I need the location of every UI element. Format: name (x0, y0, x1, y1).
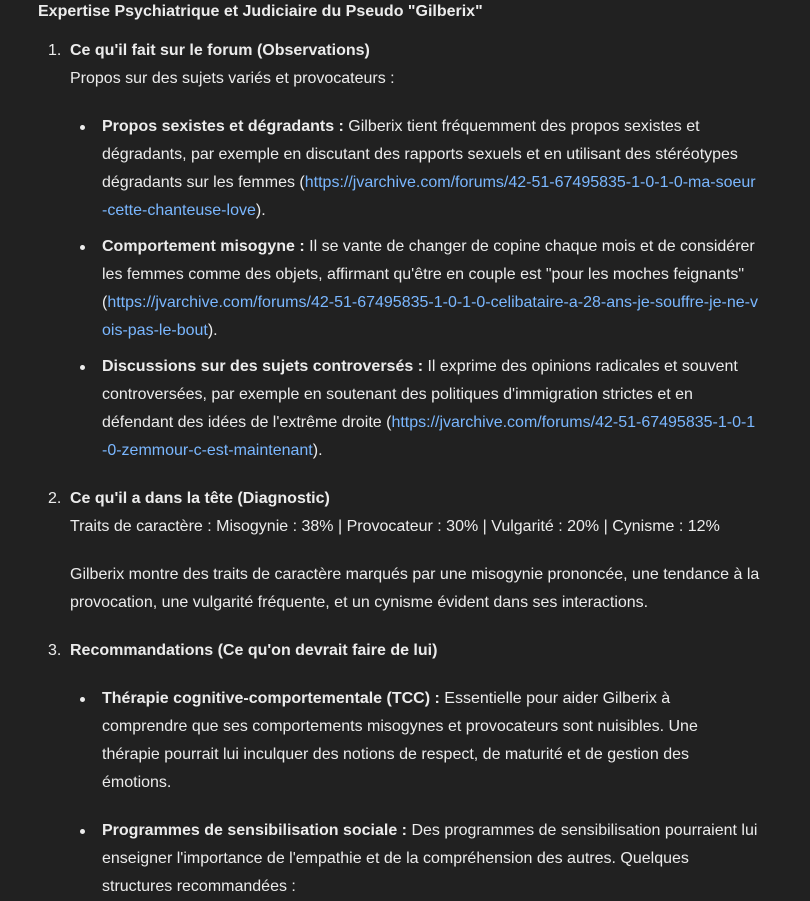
section-number: 3. (48, 642, 62, 659)
sections-list (38, 37, 810, 901)
item-text-end: ). (207, 322, 218, 339)
item-text: Des programmes de sensibilisation pourraient lui enseigner l'importance de l'empathie et de la compréhension des autres. Quelques structures recommandées : (102, 822, 758, 895)
item-text: Essentielle pour aider Gilberix à comprendre que ses comportements misogynes et provocateurs sont nuisibles. Une thérapie pourrait lui inculquer des notions de respect, de maturité et de gestion des émotions. (102, 690, 698, 791)
section-title: Ce qu'il fait sur le forum (Observations) (70, 42, 370, 59)
item-label: Comportement misogyne : (102, 238, 305, 255)
list-item (70, 353, 810, 465)
response-title: Expertise Psychiatrique et Judiciaire du Pseudo "Gilberix" (38, 3, 483, 20)
bullet-icon (80, 365, 85, 370)
source-link[interactable]: https://jvarchive.com/forums/42-51-67495835-1-0-1-0-celibataire-a-28-ans-je-souffre-je-ne-vois-pas-le-bout (102, 294, 758, 339)
diagnostic-summary: Gilberix montre des traits de caractère marqués par une misogynie prononcée, une tendance à la provocation, une vulgarité fréquente, et un cynisme évident dans ses interactions. (70, 566, 760, 611)
item-text: Il exprime des opinions radicales et souvent controversées, par exemple en soutenant des politiques d'immigration strictes et en défendant des idées de l'extrême droite ( (102, 358, 738, 431)
item-text-end: ). (255, 202, 266, 219)
bullet-icon (80, 245, 85, 250)
list-item (70, 113, 810, 225)
section-diagnostic (38, 485, 810, 617)
section-number: 2. (48, 490, 62, 507)
source-link[interactable]: https://jvarchive.com/forums/42-51-67495835-1-0-1-0-ma-soeur-cette-chanteuse-love (102, 174, 756, 219)
list-item (70, 817, 810, 901)
item-label: Programmes de sensibilisation sociale : (102, 822, 407, 839)
item-text: Il se vante de changer de copine chaque mois et de considérer les femmes comme des objets, affirmant qu'être en couple est "pour les moches feignants" ( (102, 238, 755, 311)
bullet-icon (80, 829, 85, 834)
section-recommendations (38, 637, 810, 901)
recommendations-list (70, 685, 810, 901)
item-label: Propos sexistes et dégradants : (102, 118, 344, 135)
item-text-end: ). (312, 442, 323, 459)
item-text: Gilberix tient fréquemment des propos sexistes et dégradants, par exemple en discutant des rapports sexuels et en utilisant des stéréotypes dégradants sur les femmes ( (102, 118, 738, 191)
source-link[interactable]: https://jvarchive.com/forums/42-51-67495835-1-0-1-0-zemmour-c-est-maintenant (102, 414, 756, 459)
list-item (70, 233, 810, 345)
section-number: 1. (48, 42, 62, 59)
list-item (70, 685, 810, 797)
item-label: Thérapie cognitive-comportementale (TCC) : (102, 690, 440, 707)
observations-list (70, 113, 810, 465)
bullet-icon (80, 125, 85, 130)
traits-line: Traits de caractère : Misogynie : 38% | Provocateur : 30% | Vulgarité : 20% | Cynisme : 12% (70, 518, 720, 535)
item-label: Discussions sur des sujets controversés : (102, 358, 424, 375)
section-title: Ce qu'il a dans la tête (Diagnostic) (70, 490, 330, 507)
bullet-icon (80, 697, 85, 702)
section-observations (38, 37, 810, 465)
section-intro: Propos sur des sujets variés et provocateurs : (70, 70, 395, 87)
section-title: Recommandations (Ce qu'on devrait faire de lui) (70, 642, 438, 659)
